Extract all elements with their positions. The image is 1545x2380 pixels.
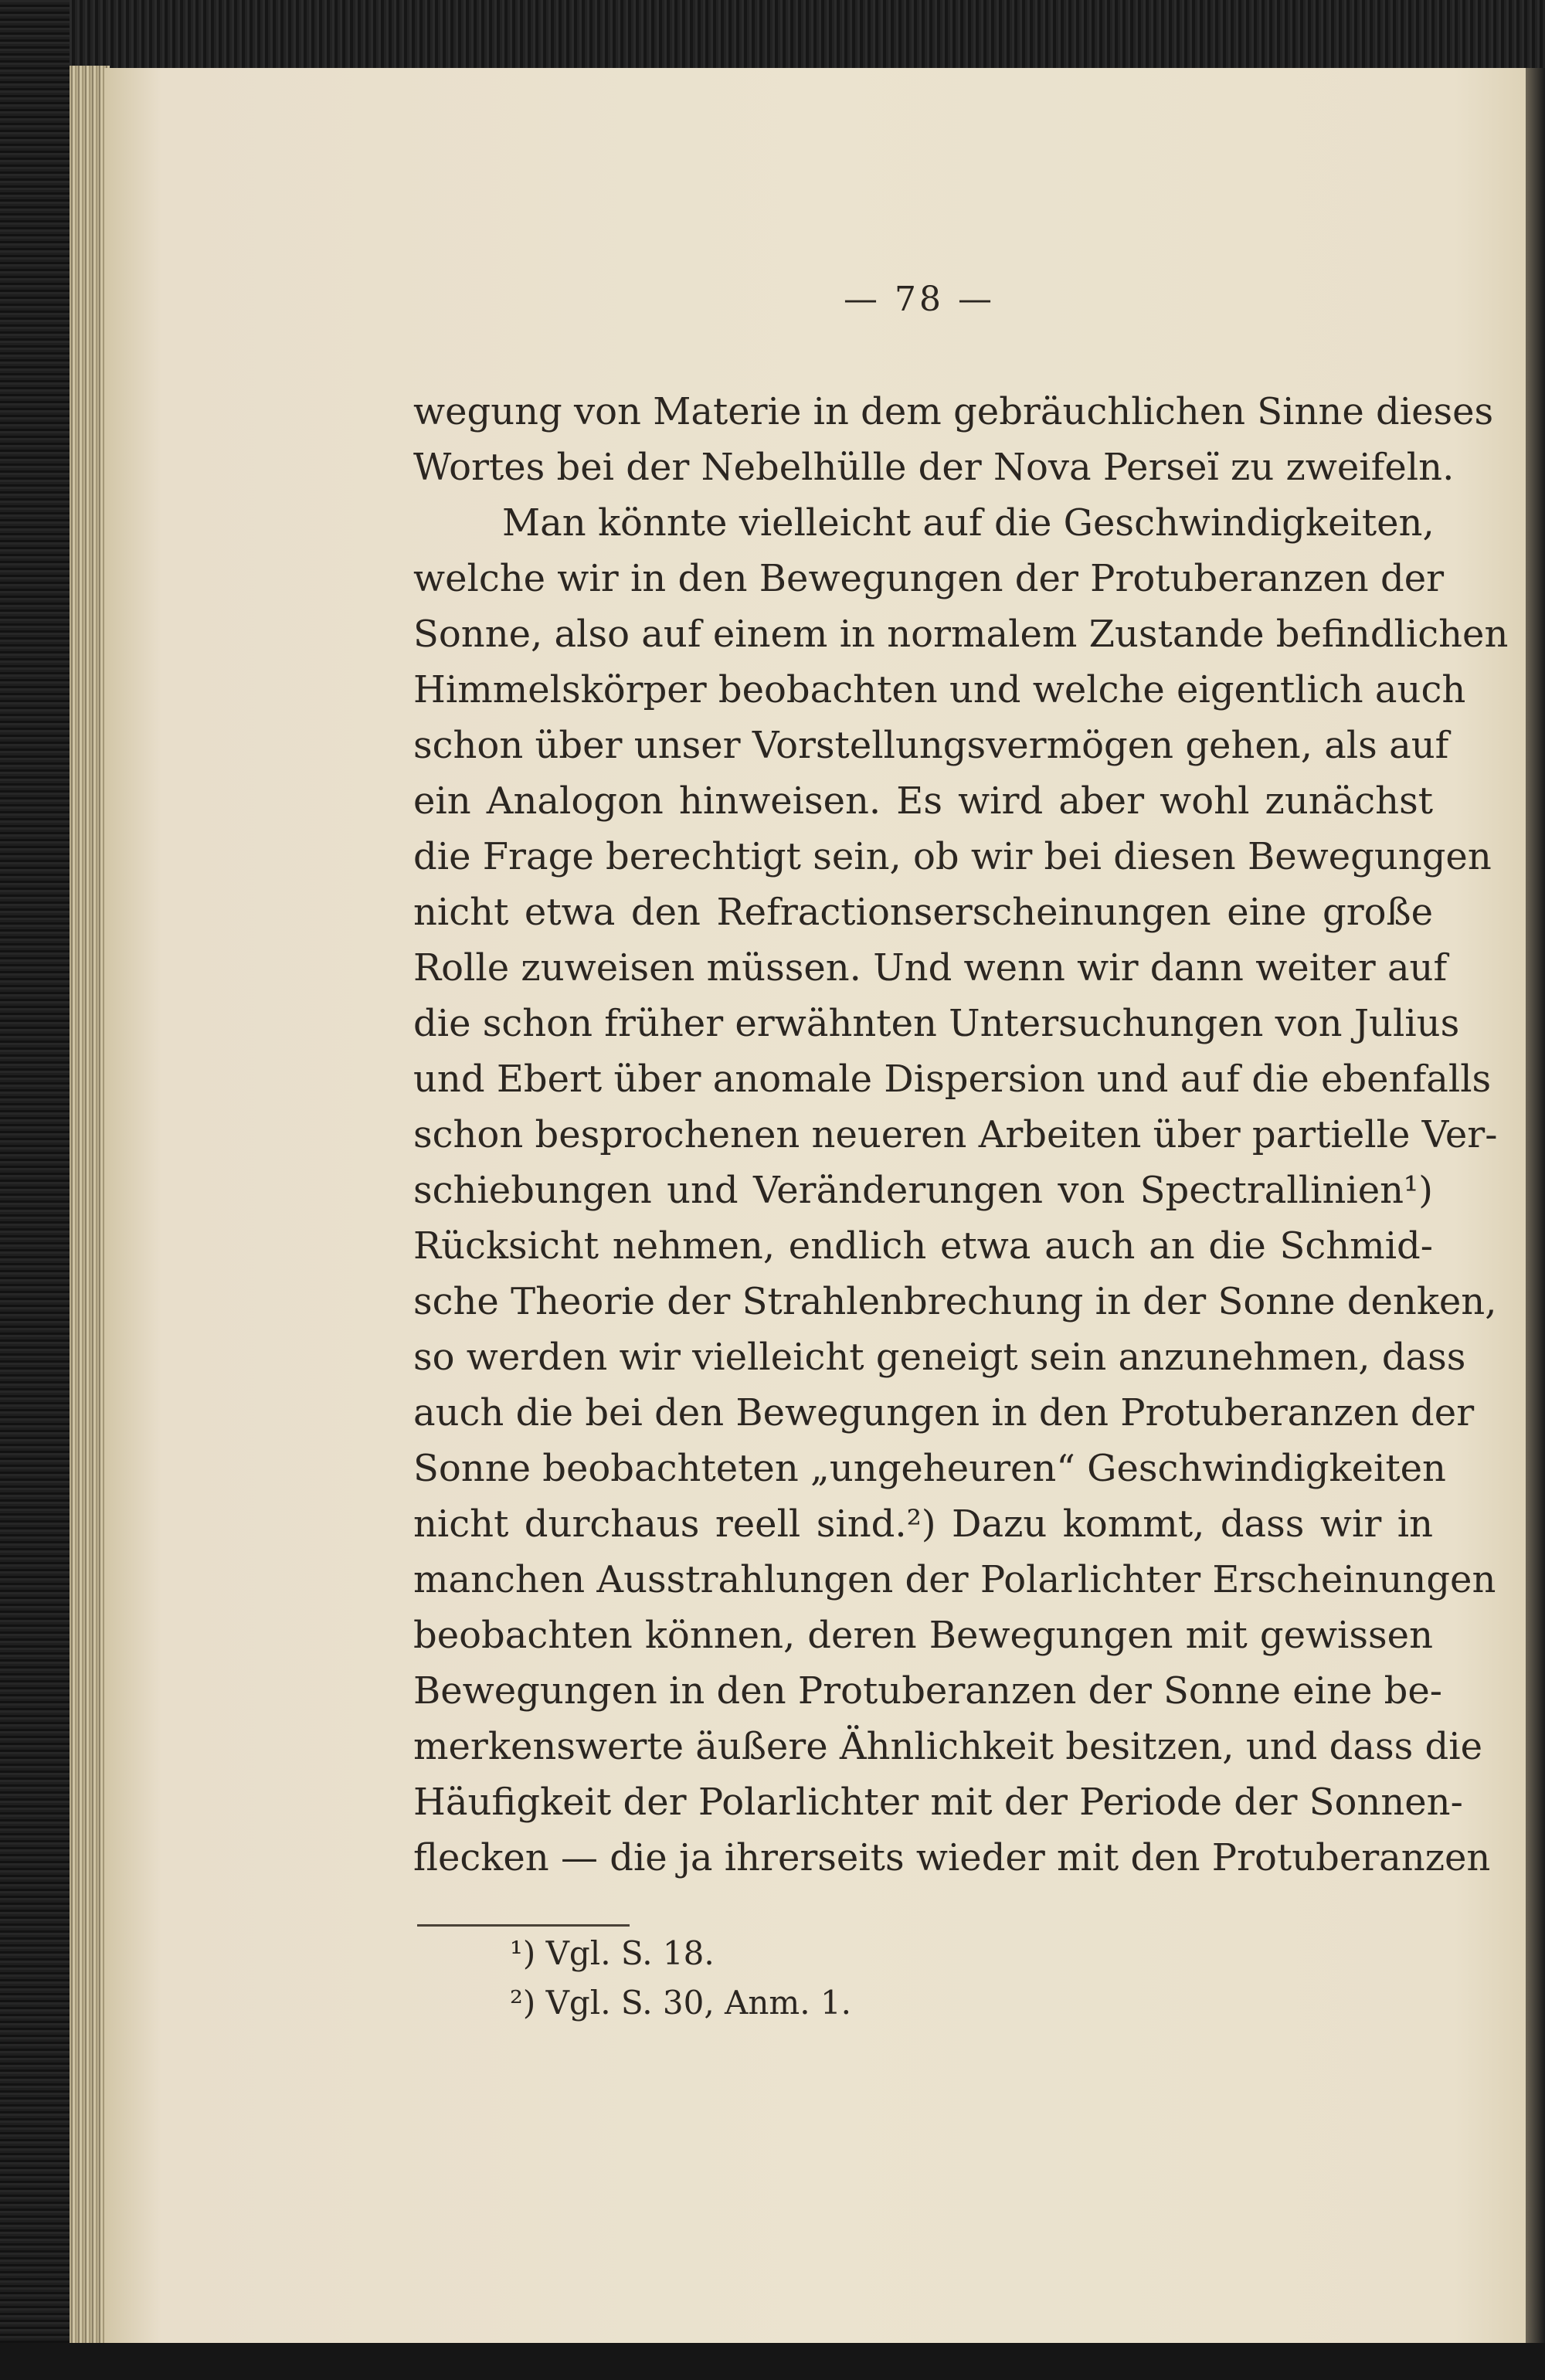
text-line: so werden wir vielleicht geneigt sein anzunehmen, dass: [413, 1336, 1466, 1379]
text-line: Bewegungen in den Protuberanzen der Sonne eine be-: [413, 1669, 1442, 1713]
text-line: Häufigkeit der Polarlichter mit der Periode der Sonnen-: [413, 1781, 1463, 1824]
text-line: und Ebert über anomale Dispersion und auf die ebenfalls: [413, 1058, 1492, 1101]
text-line: nicht durchaus reell sind.²) Dazu kommt, dass wir in: [413, 1502, 1433, 1546]
text-line: Sonne, also auf einem in normalem Zustande befindlichen: [413, 613, 1509, 656]
text-line: flecken — die ja ihrerseits wieder mit den Protuberanzen: [413, 1836, 1491, 1879]
footnote-rule: [417, 1924, 630, 1927]
text-line: Sonne beobachteten „ungeheuren“ Geschwindigkeiten: [413, 1447, 1446, 1490]
text-line: beobachten können, deren Bewegungen mit gewissen: [413, 1614, 1433, 1657]
text-line: Himmelskörper beobachten und welche eigentlich auch: [413, 668, 1466, 711]
text-line: die Frage berechtigt sein, ob wir bei diesen Bewegungen: [413, 835, 1492, 878]
text-line: schiebungen und Veränderungen von Spectrallinien¹): [413, 1169, 1433, 1212]
text-line: schon über unser Vorstellungsvermögen gehen, als auf: [413, 724, 1449, 767]
text-line: wegung von Materie in dem gebräuchlichen Sinne dieses: [413, 390, 1494, 433]
page-shadow-right: [1526, 68, 1545, 2343]
text-line: welche wir in den Bewegungen der Protuberanzen der: [413, 557, 1445, 600]
text-line: merkenswerte äußere Ähnlichkeit besitzen, und dass die: [413, 1725, 1482, 1768]
footnote: ²) Vgl. S. 30, Anm. 1.: [510, 1984, 852, 2022]
text-line: Rolle zuweisen müssen. Und wenn wir dann weiter auf: [413, 946, 1448, 990]
book-binding-top: [0, 0, 1545, 73]
text-line: Rücksicht nehmen, endlich etwa auch an die Schmid-: [413, 1224, 1433, 1268]
book-binding-bottom: [0, 2343, 1545, 2380]
text-line: die schon früher erwähnten Untersuchungen von Julius: [413, 1002, 1460, 1045]
text-line: auch die bei den Bewegungen in den Protuberanzen der: [413, 1391, 1475, 1434]
book-binding-left: [0, 0, 70, 2380]
text-line: ein Analogon hinweisen. Es wird aber wohl zunächst: [413, 779, 1433, 823]
text-line: nicht etwa den Refractionserscheinungen eine große: [413, 891, 1433, 934]
page-number: — 78 —: [844, 280, 995, 319]
text-line: schon besprochenen neueren Arbeiten über partielle Ver-: [413, 1113, 1498, 1156]
text-line: Wortes bei der Nebelhülle der Nova Perseï zu zweifeln.: [413, 446, 1455, 489]
footnote: ¹) Vgl. S. 18.: [510, 1934, 715, 1972]
text-line: sche Theorie der Strahlenbrechung in der Sonne denken,: [413, 1280, 1497, 1323]
text-line: manchen Ausstrahlungen der Polarlichter Erscheinungen: [413, 1558, 1496, 1601]
text-line: Man könnte vielleicht auf die Geschwindigkeiten,: [502, 501, 1435, 545]
